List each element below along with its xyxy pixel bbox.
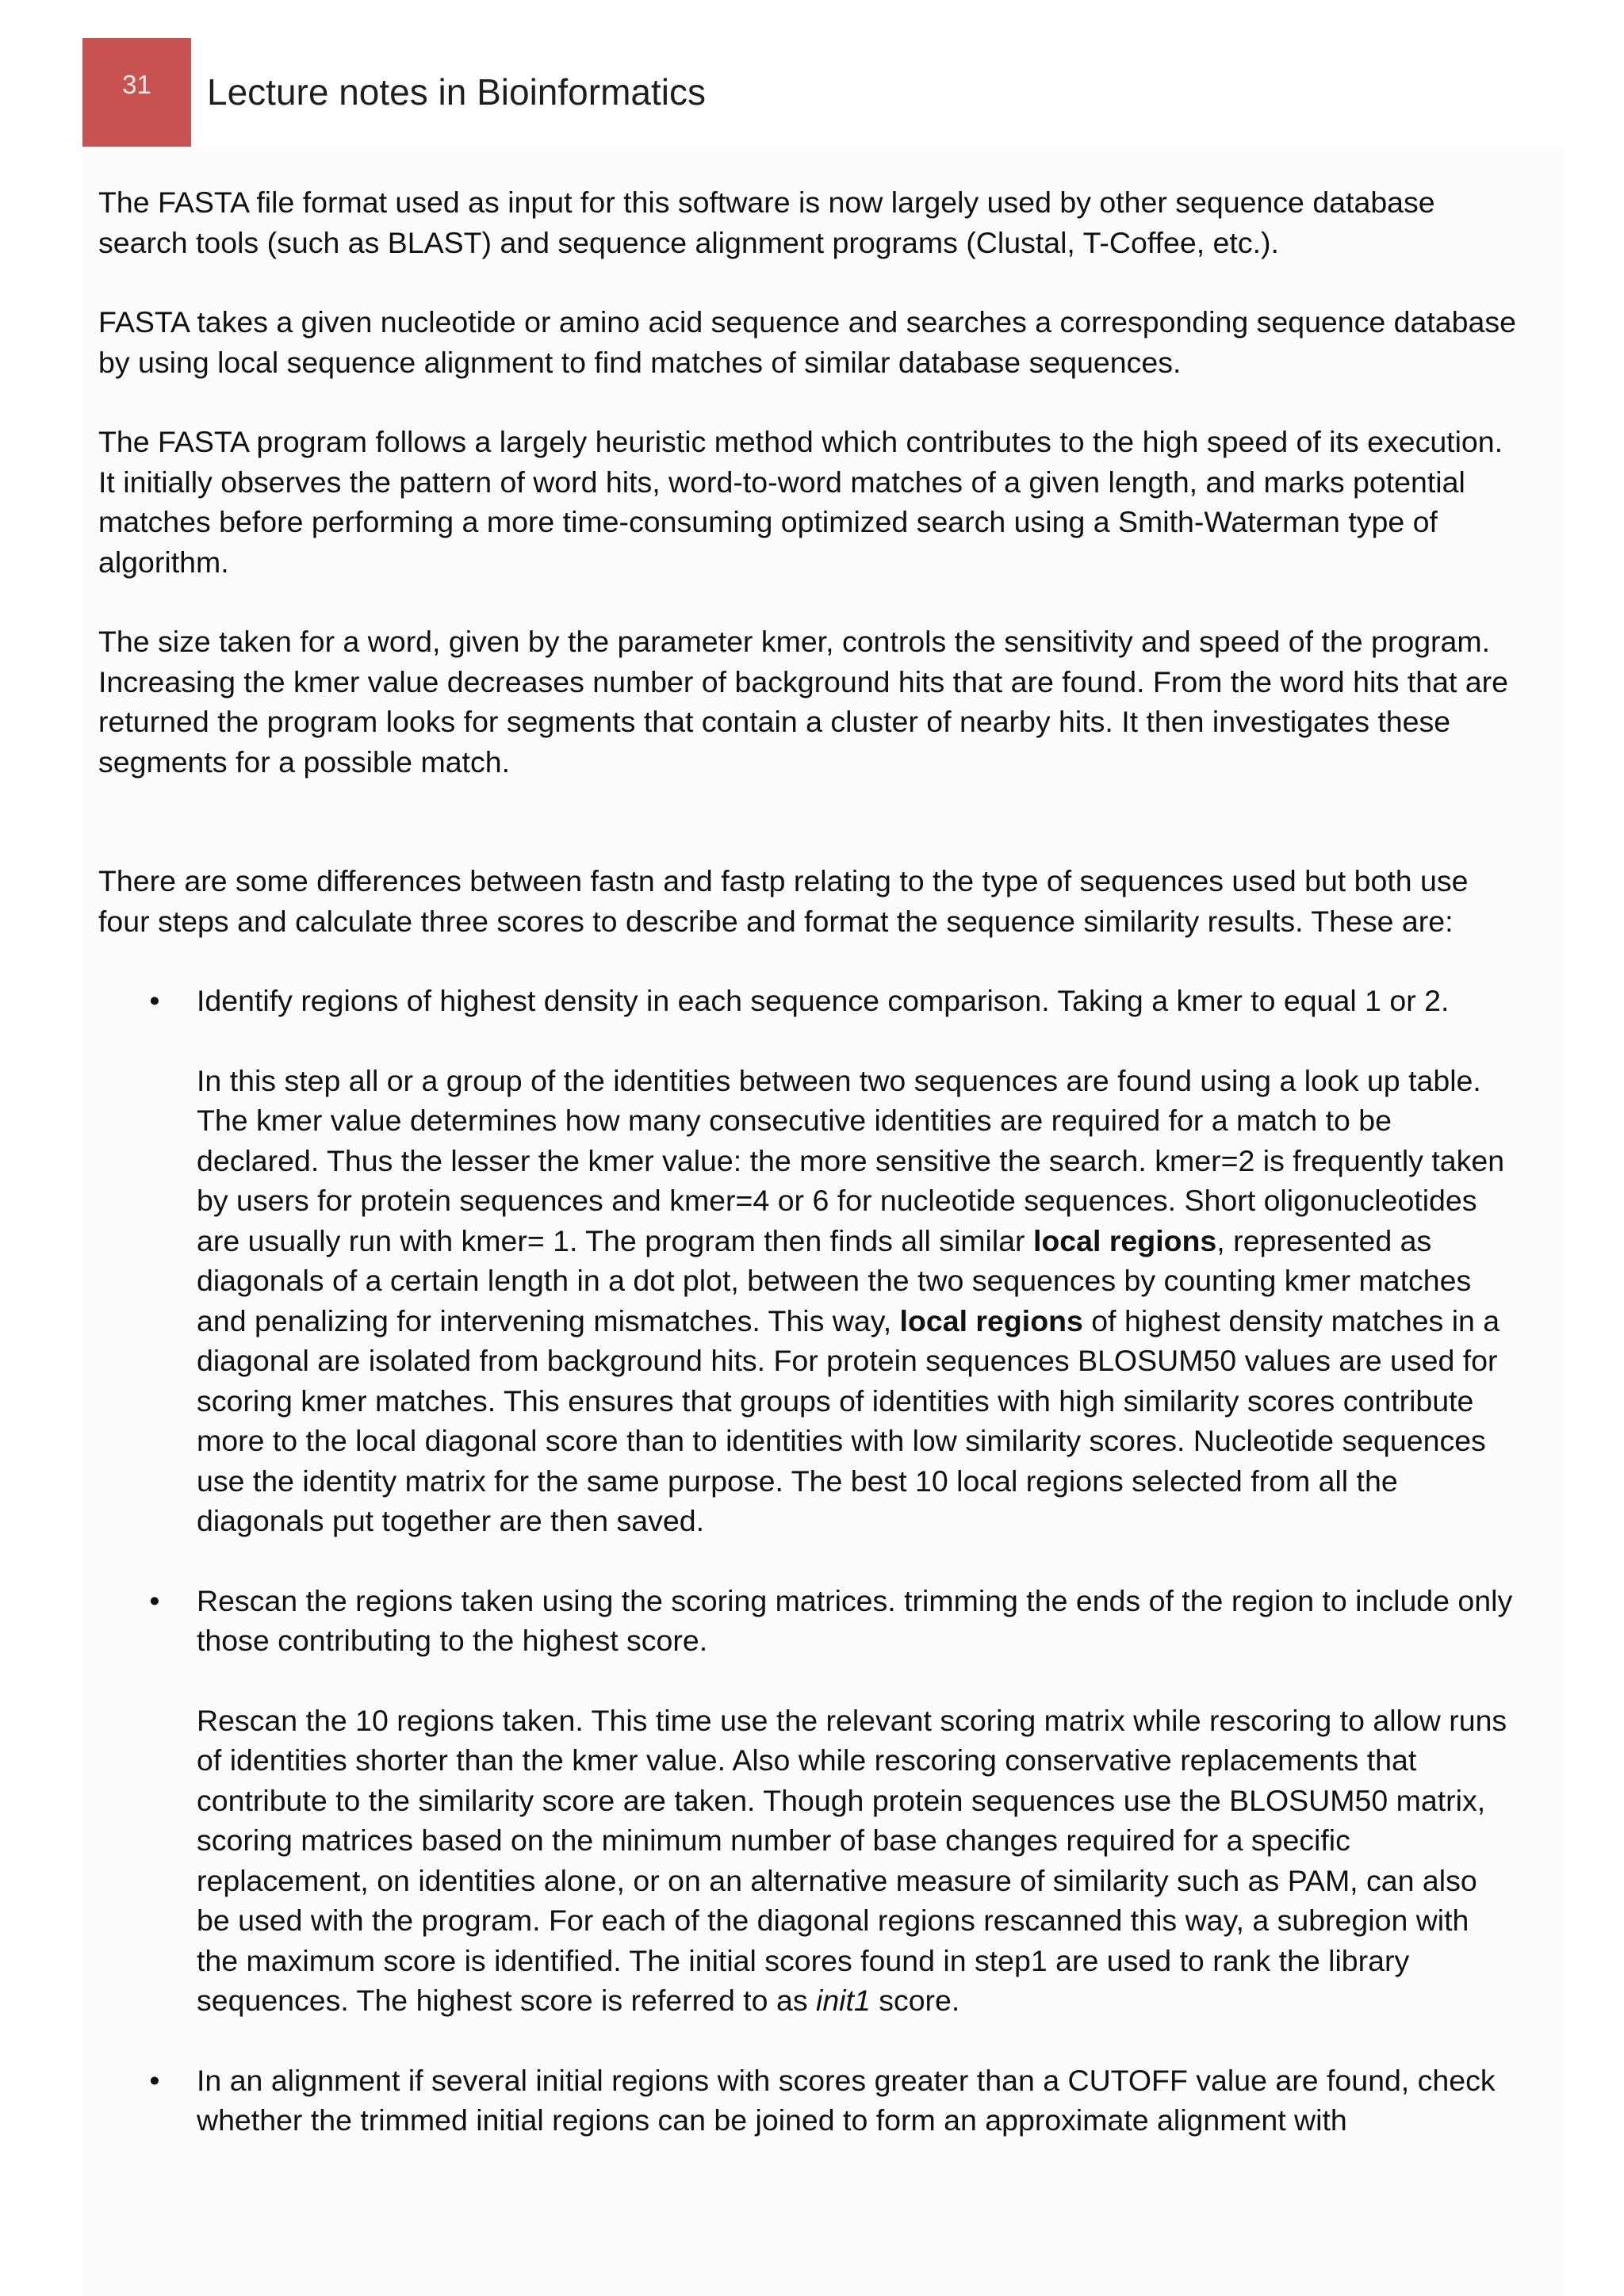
bullet-step-2: Rescan the regions taken using the scoring matrices. trimming the ends of the region to include only those contributing to the highest score. xyxy=(197,1583,1513,1657)
list-item xyxy=(98,1581,1518,2021)
bullet-marker: • xyxy=(149,984,160,1017)
page-number-badge xyxy=(82,38,191,147)
bullet-step-3: In an alignment if several initial regions with scores greater than a CUTOFF value are found, check whether the trimmed initial regions can be joined to form an approximate alignment with xyxy=(197,2063,1496,2137)
paragraph-heuristic-method: The FASTA program follows a largely heuristic method which contributes to the high speed of its execution. It initially observes the pattern of word hits, word-to-word matches of a given length, and marks potential matches before performing a more time-consuming optimized search using a Smith-Waterman type of algorithm. xyxy=(98,425,1503,579)
bullet-marker: • xyxy=(149,1583,160,1617)
bullet-marker: • xyxy=(149,2063,160,2097)
page-number: 31 xyxy=(122,69,151,99)
paragraph-steps-intro: There are some differences between fastn and fastp relating to the type of sequences used but both use four steps and calculate three scores to describe and format the sequence similarity results. These are: xyxy=(98,864,1469,938)
list-item xyxy=(98,2061,1518,2141)
paragraph-fasta-format: The FASTA file format used as input for this software is now largely used by other sequence database search tools (such as BLAST) and sequence alignment programs (Clustal, T-Coffee, etc.). xyxy=(98,186,1435,259)
bullet-step-2-detail: Rescan the 10 regions taken. This time use the relevant scoring matrix while rescoring to allow runs of identities shorter than the kmer value. Also while rescoring conservative replacements that contribute to the similarity score are taken. Though protein sequences use the BLOSUM50 matrix, scoring matrices based on the minimum number of base changes required for a specific replacement, on identities alone, or on an alternative measure of similarity such as PAM, can also be used with the program. For each of the diagonal regions rescanned this way, a subregion with the maximum score is identified. The initial scores found in step1 are used to rank the library sequences. The highest score is referred to as init1 score. xyxy=(197,1703,1507,2017)
bullet-step-1: Identify regions of highest density in each sequence comparison. Taking a kmer to equal 1 or 2. xyxy=(197,984,1450,1017)
document-body xyxy=(98,182,1518,2180)
bullet-step-1-detail: In this step all or a group of the identities between two sequences are found using a look up table. The kmer value determines how many consecutive identities are required for a match to be declared. Thus the lesser the kmer value: the more sensitive the search. kmer=2 is frequently taken by users for protein sequences and kmer=4 or 6 for nucleotide sequences. Short oligonucleotides are usually run with kmer= 1. The program then finds all similar local regions, represented as diagonals of a certain length in a dot plot, between the two sequences by counting kmer matches and penalizing for intervening mismatches. This way, local regions of highest density matches in a diagonal are isolated from background hits. For protein sequences BLOSUM50 values are used for scoring kmer matches. This ensures that groups of identities with high similarity scores contribute more to the local diagonal score than to identities with low similarity scores. Nucleotide sequences use the identity matrix for the same purpose. The best 10 local regions selected from all the diagonals put together are then saved. xyxy=(197,1063,1505,1537)
paragraph-word-size: The size taken for a word, given by the parameter kmer, controls the sensitivity and speed of the program. Increasing the kmer value decreases number of background hits that are found. From the word hits that are returned the program looks for segments that contain a cluster of nearby hits. It then investigates these segments for a possible match. xyxy=(98,625,1509,779)
paragraph-fasta-search: FASTA takes a given nucleotide or amino acid sequence and searches a corresponding sequence database by using local sequence alignment to find matches of similar database sequences. xyxy=(98,305,1516,379)
init1-term: init1 xyxy=(815,1984,871,2017)
local-regions-term: local regions xyxy=(899,1303,1083,1337)
list-item xyxy=(98,981,1518,1541)
local-regions-term: local regions xyxy=(1032,1223,1217,1257)
running-header-title: Lecture notes in Bioinformatics xyxy=(207,71,706,113)
